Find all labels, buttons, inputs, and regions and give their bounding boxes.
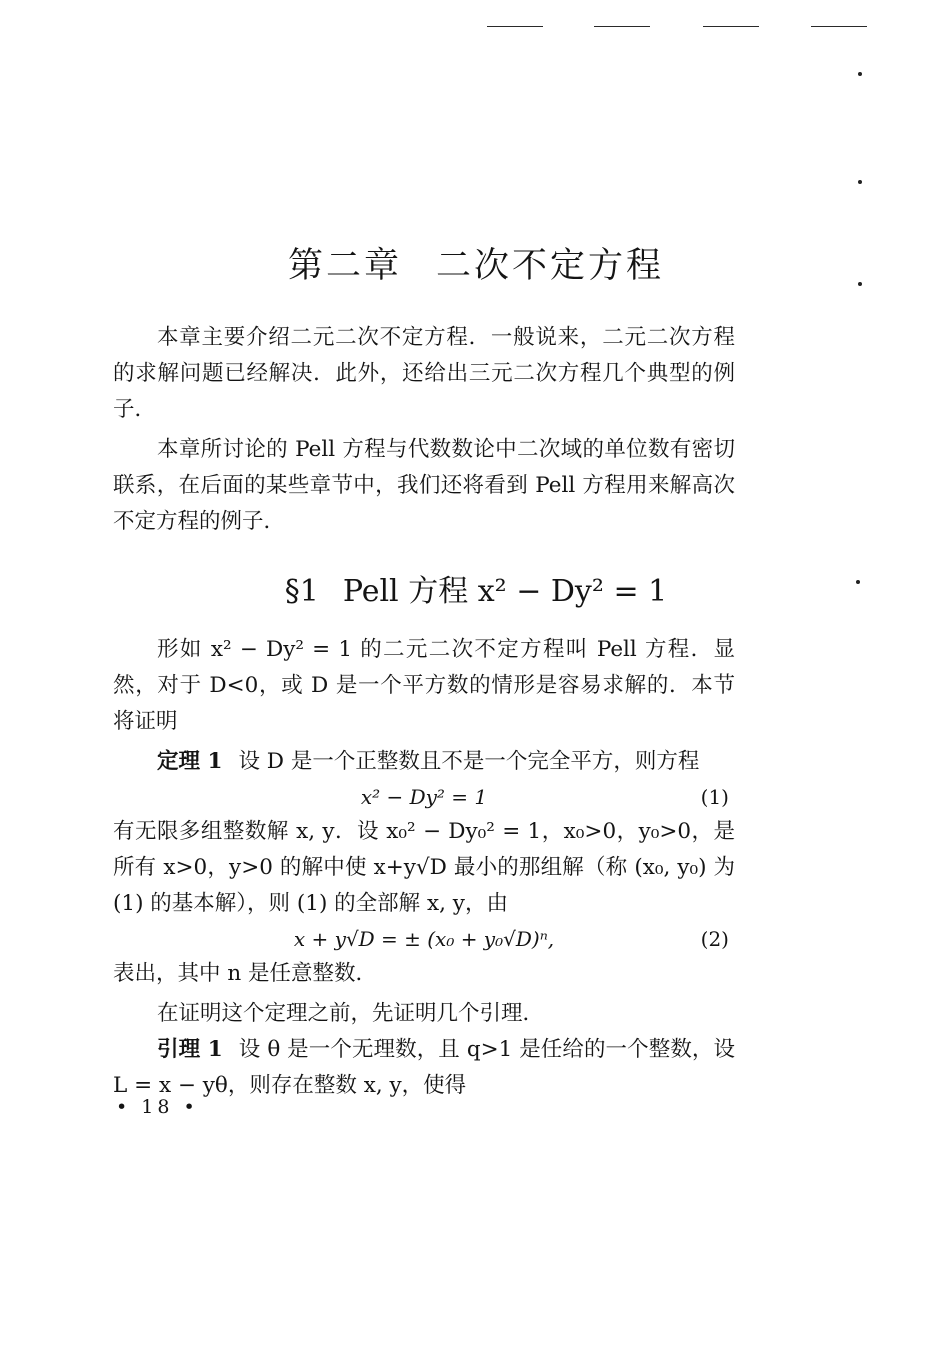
scan-speck bbox=[858, 72, 862, 76]
section-name: Pell 方程 x² − Dy² = 1 bbox=[342, 574, 668, 609]
chapter-title bbox=[0, 238, 952, 288]
header-rule bbox=[703, 26, 759, 27]
chapter-name: 二次不定方程 bbox=[436, 246, 665, 286]
header-rule bbox=[594, 26, 650, 27]
theorem-conclusion: 表出，其中 n 是任意整数． bbox=[113, 961, 378, 986]
theorem-1 bbox=[113, 744, 735, 780]
section-symbol: §1 bbox=[284, 574, 319, 609]
equation-2-number: (2) bbox=[700, 927, 729, 951]
header-rule bbox=[487, 26, 543, 27]
lemma-label: 引理 1 bbox=[157, 1037, 223, 1062]
theorem-continuation: 有无限多组整数解 x, y．设 x₀² − Dy₀² = 1，x₀>0，y₀>0，是所有 x>0，y>0 的解中使 x+y√D 最小的那组解（称 (x₀, y₀) 为 (1) 的基本解），则 (1) 的全部解 x, y，由 bbox=[113, 819, 735, 916]
section-title bbox=[0, 566, 952, 610]
before-lemma: 在证明这个定理之前，先证明几个引理． bbox=[157, 1001, 545, 1026]
header-rule bbox=[811, 26, 867, 27]
page-number: • 18 • bbox=[116, 1096, 199, 1118]
equation-2 bbox=[113, 922, 735, 956]
equation-1-body: x² − Dy² = 1 bbox=[360, 785, 488, 809]
theorem-statement: 设 D 是一个正整数且不是一个完全平方，则方程 bbox=[238, 749, 700, 774]
section-intro: 形如 x² − Dy² = 1 的二元二次不定方程叫 Pell 方程．显然，对于 D<0，或 D 是一个平方数的情形是容易求解的．本节将证明 bbox=[113, 637, 735, 734]
equation-2-body: x + y√D = ± (x₀ + y₀√D)ⁿ, bbox=[293, 927, 555, 951]
chapter-intro bbox=[113, 320, 735, 540]
theorem-label: 定理 1 bbox=[157, 749, 223, 774]
equation-1-number: (1) bbox=[700, 785, 729, 809]
equation-1 bbox=[113, 780, 735, 814]
chapter-number: 第二章 bbox=[287, 246, 402, 286]
intro-paragraph: 本章主要介绍二元二次不定方程．一般说来，二元二次方程的求解问题已经解决．此外，还给出三元二次方程几个典型的例子． bbox=[113, 325, 735, 422]
lemma-1 bbox=[113, 1032, 735, 1104]
scan-speck bbox=[858, 180, 862, 184]
lemma-statement: 设 θ 是一个无理数，且 q>1 是任给的一个整数，设 L = x − yθ，则存在整数 x, y，使得 bbox=[113, 1037, 735, 1098]
intro-paragraph: 本章所讨论的 Pell 方程与代数数论中二次域的单位数有密切联系，在后面的某些章节中，我们还将看到 Pell 方程用来解高次不定方程的例子． bbox=[113, 437, 735, 534]
section-body bbox=[113, 632, 735, 1104]
